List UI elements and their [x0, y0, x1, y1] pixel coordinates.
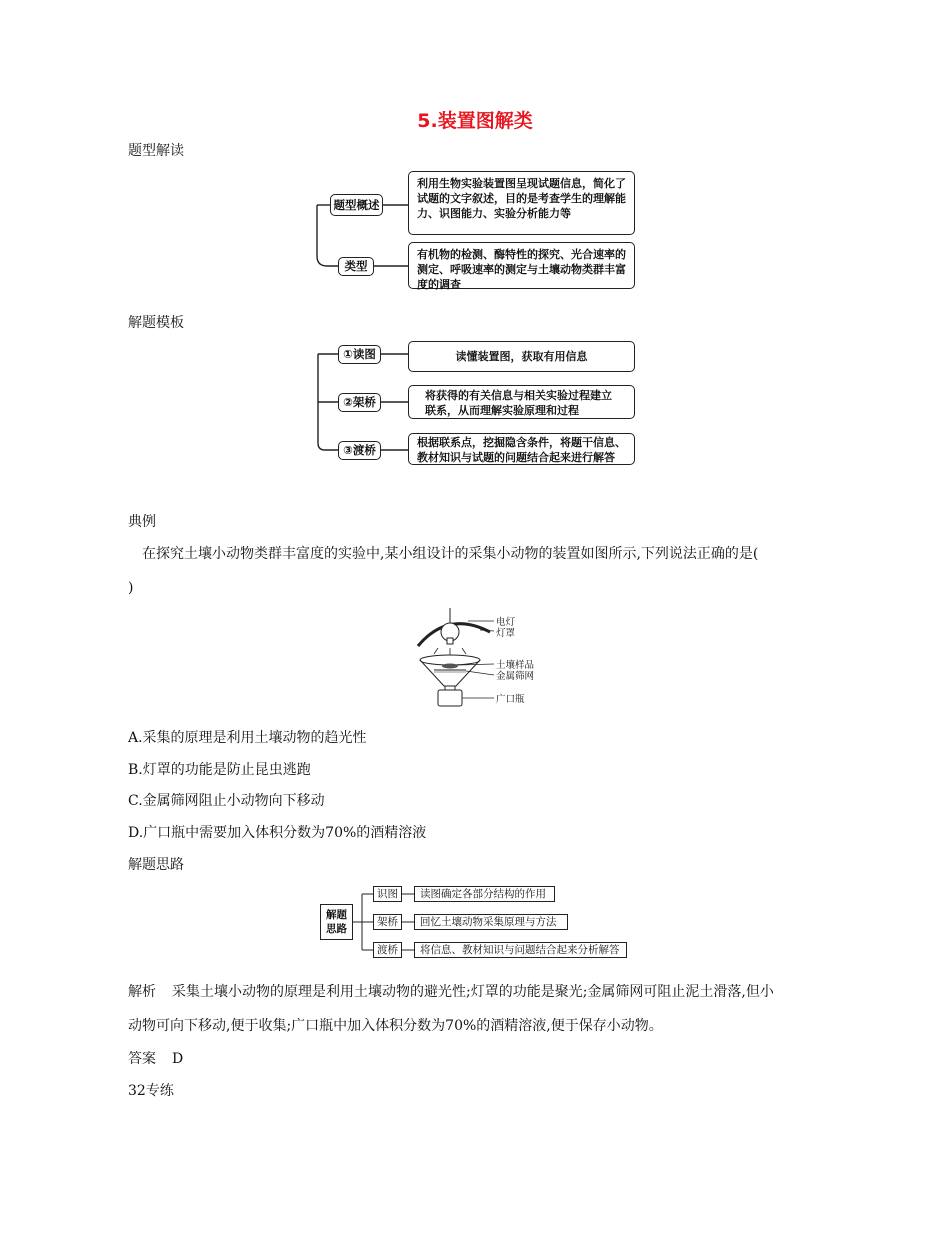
section-heading-thinking: 解题思路 [128, 857, 184, 873]
thinking-root-box [320, 904, 353, 940]
thinking-root-line-2: 思路 [326, 923, 347, 935]
figure-label-soil: 土壤样品 [496, 660, 535, 671]
step-bridge-text: 将获得的有关信息与相关实验过程建立联系，从而理解实验原理和过程 [408, 385, 635, 419]
analysis-label: 解析 [128, 984, 156, 1000]
type-label: 类型 [338, 257, 374, 276]
question-line-2: ) [128, 580, 134, 596]
thinking-text-cross: 将信息、教材知识与问题结合起来分析解答 [414, 942, 627, 958]
step-cross-label: ③渡桥 [338, 441, 381, 460]
option-d: D.广口瓶中需要加入体积分数为70%的酒精溶液 [128, 825, 427, 841]
answer-label: 答案 [128, 1051, 156, 1067]
step-read-figure-text: 读懂装置图，获取有用信息 [408, 341, 635, 372]
figure-label-bottle: 广口瓶 [496, 694, 525, 705]
figure-label-shade: 灯罩 [496, 628, 516, 639]
option-b: B.灯罩的功能是防止昆虫逃跑 [128, 762, 311, 778]
thinking-text-bridge: 回忆土壤动物采集原理与方法 [414, 914, 568, 930]
option-c: C.金属筛网阻止小动物向下移动 [128, 793, 325, 809]
thinking-label-cross: 渡桥 [373, 942, 402, 958]
option-a: A.采集的原理是利用土壤动物的趋光性 [128, 730, 367, 746]
section-heading-type-reading: 题型解读 [128, 143, 184, 159]
step-read-figure-label: ①读图 [338, 345, 381, 364]
type-overview-label: 题型概述 [330, 194, 383, 216]
analysis-line-2: 动物可向下移动,便于收集;广口瓶中加入体积分数为70%的酒精溶液,便于保存小动物。 [128, 1018, 663, 1034]
page-title: 5.装置图解类 [417, 110, 533, 132]
step-cross-text: 根据联系点，挖掘隐含条件，将题干信息、教材知识与试题的问题结合起来进行解答 [408, 433, 635, 465]
figure-label-mesh: 金属筛网 [496, 671, 535, 682]
answer-value: D [172, 1051, 184, 1067]
step-bridge-label: ②架桥 [338, 393, 381, 412]
type-overview-text: 利用生物实验装置图呈现试题信息，简化了试题的文字叙述，目的是考查学生的理解能力、识图能力、实验分析能力等 [408, 171, 635, 235]
analysis-line-1: 采集土壤小动物的原理是利用土壤动物的避光性;灯罩的功能是聚光;金属筛网可阻止泥土滑落,但小 [172, 984, 774, 1000]
type-text: 有机物的检测、酶特性的探究、光合速率的测定、呼吸速率的测定与土壤动物类群丰富度的调查 [408, 242, 635, 289]
thinking-root-line-1: 解题 [326, 909, 347, 921]
question-line-1: 在探究土壤小动物类群丰富度的实验中,某小组设计的采集小动物的装置如图所示,下列说法正确的是( [142, 546, 759, 562]
section-heading-solving-template: 解题模板 [128, 315, 184, 331]
thinking-label-read: 识图 [373, 886, 402, 902]
practice-heading: 32专练 [128, 1083, 174, 1099]
thinking-label-bridge: 架桥 [373, 914, 402, 930]
thinking-text-read: 读图确定各部分结构的作用 [414, 886, 555, 902]
figure-label-lamp: 电灯 [496, 617, 516, 628]
section-heading-example: 典例 [128, 514, 156, 530]
